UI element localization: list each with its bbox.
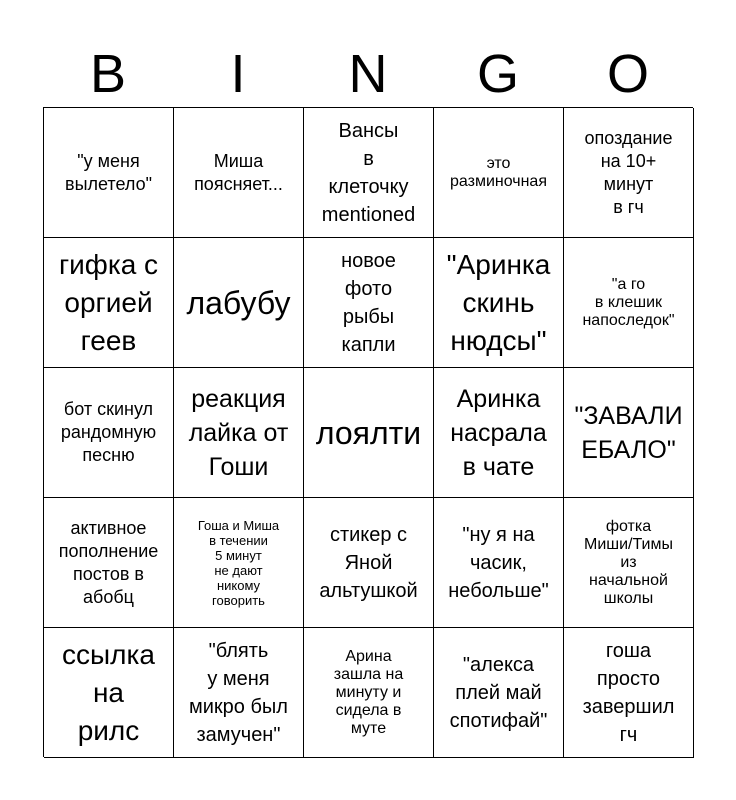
bingo-cell[interactable]: Гоша и Миша в течении 5 минут не дают никому говорить <box>174 498 304 628</box>
bingo-cell[interactable]: Миша поясняет... <box>174 108 304 238</box>
header-letter-b: B <box>89 44 127 104</box>
bingo-cell[interactable]: "ЗАВАЛИ ЕБАЛО" <box>564 368 694 498</box>
bingo-cell[interactable]: лоялти <box>304 368 434 498</box>
bingo-cell[interactable]: "ну я на часик, небольше" <box>434 498 564 628</box>
bingo-cell[interactable]: это разминочная <box>434 108 564 238</box>
bingo-cell[interactable]: стикер с Яной альтушкой <box>304 498 434 628</box>
bingo-cell[interactable]: Вансы в клеточку mentioned <box>304 108 434 238</box>
bingo-cell[interactable]: "блять у меня микро был замучен" <box>174 628 304 758</box>
bingo-cell[interactable]: реакция лайка от Гоши <box>174 368 304 498</box>
bingo-cell[interactable]: бот скинул рандомную песню <box>44 368 174 498</box>
bingo-cell[interactable]: гоша просто завершил гч <box>564 628 694 758</box>
bingo-cell[interactable]: активное пополнение постов в абобц <box>44 498 174 628</box>
bingo-cell[interactable]: Арина зашла на минуту и сидела в муте <box>304 628 434 758</box>
header-letter-g: G <box>476 44 519 104</box>
bingo-cell[interactable]: гифка с оргией геев <box>44 238 174 368</box>
header-letter-o: O <box>606 44 649 104</box>
bingo-cell[interactable]: "алекса плей май спотифай" <box>434 628 564 758</box>
bingo-cell[interactable]: фотка Миши/Тимы из начальной школы <box>564 498 694 628</box>
bingo-cell[interactable]: ссылка на рилс <box>44 628 174 758</box>
bingo-cell[interactable]: "Аринка скинь нюдсы" <box>434 238 564 368</box>
bingo-cell[interactable]: новое фото рыбы капли <box>304 238 434 368</box>
bingo-cell[interactable]: Аринка насрала в чате <box>434 368 564 498</box>
bingo-grid <box>43 107 693 757</box>
header-letter-i: I <box>230 44 246 104</box>
bingo-cell[interactable]: "у меня вылетело" <box>44 108 174 238</box>
bingo-cell[interactable]: "а го в клешик напоследок" <box>564 238 694 368</box>
bingo-cell[interactable]: опоздание на 10+ минут в гч <box>564 108 694 238</box>
header-letter-n: N <box>348 44 388 104</box>
bingo-cell[interactable]: лабубу <box>174 238 304 368</box>
bingo-header <box>43 38 693 110</box>
